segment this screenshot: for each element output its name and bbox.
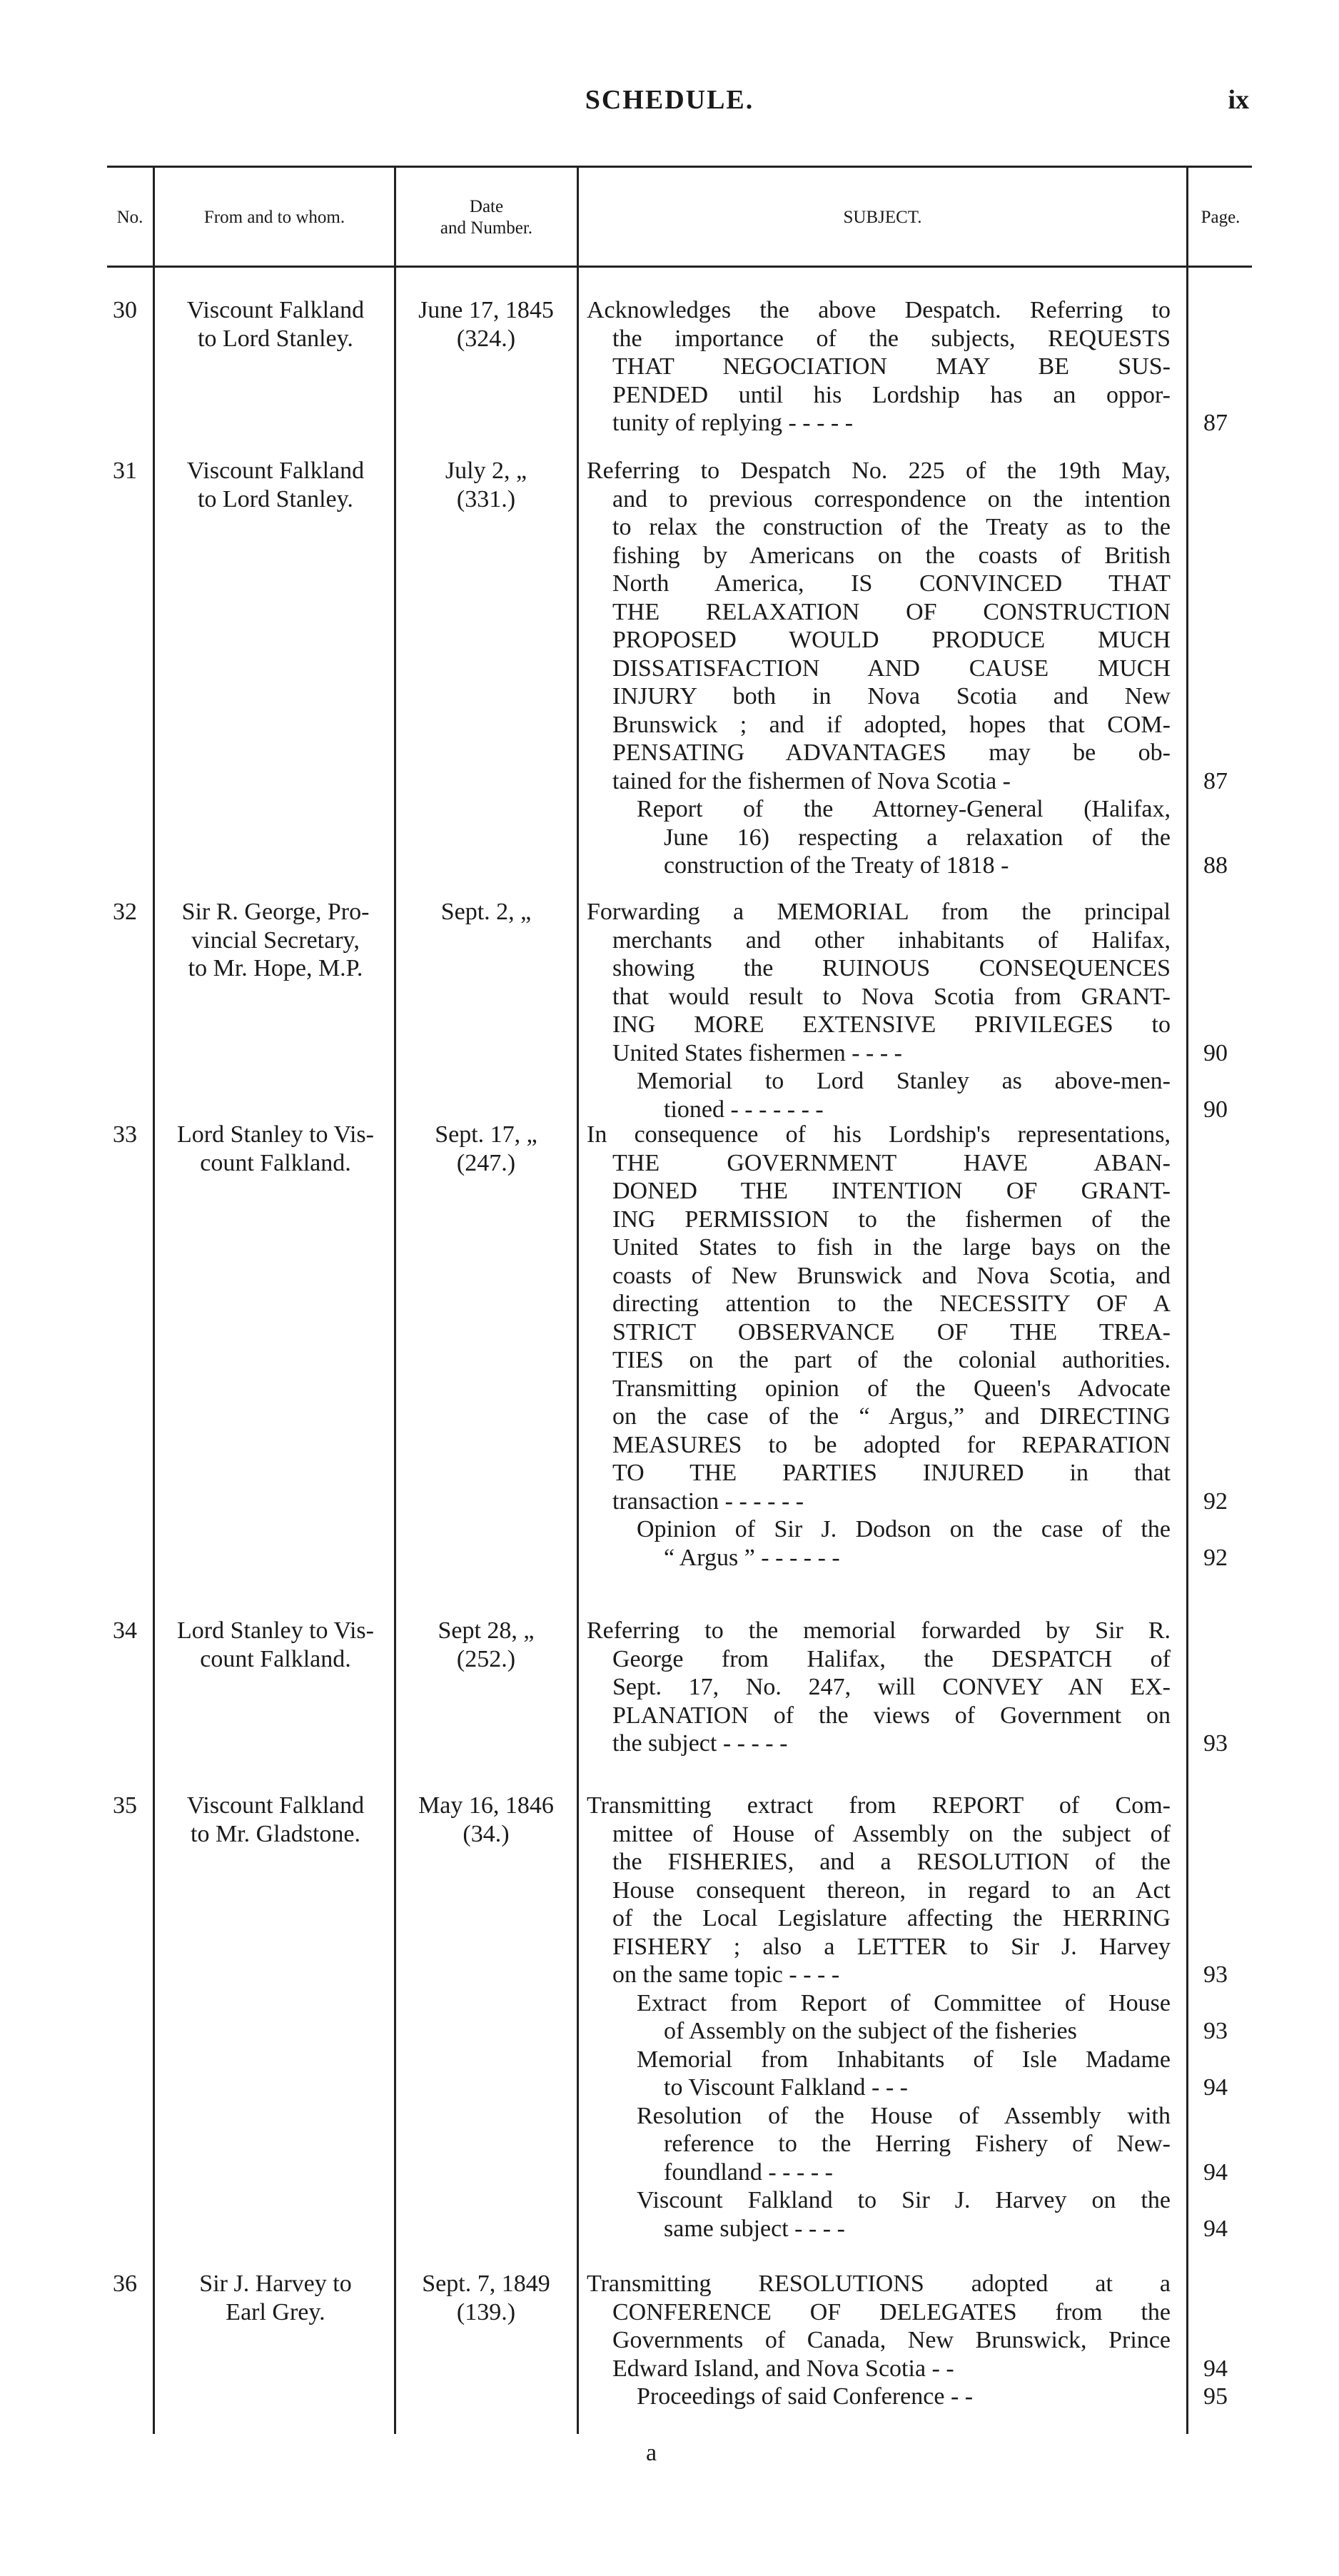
entry-from-to bbox=[158, 898, 393, 983]
subject-line: to relax the construction of the Treaty as to the bbox=[612, 514, 1171, 540]
entry-subject bbox=[587, 296, 1171, 438]
subject-line: to Viscount Falkland - - - bbox=[664, 2074, 909, 2101]
subject-line: merchants and other inhabitants of Halifax, bbox=[612, 926, 1171, 954]
entry-subject bbox=[587, 1617, 1171, 1758]
entry-from-to bbox=[158, 457, 393, 513]
column-header-from: From and to whom. bbox=[203, 208, 345, 227]
entry-number: 32 bbox=[113, 899, 137, 925]
from-line: count Falkland. bbox=[200, 1645, 351, 1672]
signature-mark: a bbox=[646, 2440, 657, 2466]
entry-pages bbox=[1191, 2270, 1241, 2411]
subject-line: “ Argus ” - - - - - - bbox=[664, 1544, 840, 1571]
page-reference bbox=[1191, 1673, 1241, 1702]
subject-line: THE GOVERNMENT HAVE ABAN- bbox=[612, 1149, 1171, 1176]
subject-line: DISSATISFACTION AND CAUSE MUCH bbox=[612, 655, 1171, 682]
page-reference bbox=[1191, 655, 1241, 683]
page-reference: 94 bbox=[1203, 2074, 1228, 2101]
subject-line: George from Halifax, the DESPATCH of bbox=[612, 1645, 1171, 1672]
page-reference bbox=[1191, 485, 1241, 514]
column-header-no: No. bbox=[116, 208, 143, 227]
page-reference bbox=[1191, 983, 1241, 1011]
page-reference bbox=[1191, 381, 1241, 410]
page-header bbox=[0, 84, 1339, 134]
entry-number: 36 bbox=[113, 2271, 137, 2297]
entry-date bbox=[397, 457, 575, 513]
subject-line: Transmitting extract from REPORT of Com- bbox=[587, 1792, 1171, 1819]
entry-from-to bbox=[158, 296, 393, 353]
page-reference: 94 bbox=[1203, 2158, 1228, 2186]
from-line: to Lord Stanley. bbox=[198, 325, 353, 352]
subject-line: DONED THE INTENTION OF GRANT- bbox=[612, 1178, 1171, 1204]
subject-line: construction of the Treaty of 1818 - bbox=[664, 852, 1009, 879]
entry-number: 34 bbox=[113, 1617, 137, 1644]
page-reference bbox=[1191, 1515, 1241, 1544]
page-reference: 87 bbox=[1203, 767, 1228, 794]
subject-line: the importance of the subjects, REQUESTS bbox=[612, 325, 1171, 352]
page-reference bbox=[1191, 1346, 1241, 1375]
entry-date bbox=[397, 2270, 575, 2326]
subject-line: Report of the Attorney-General (Halifax, bbox=[637, 796, 1171, 822]
page-reference bbox=[1191, 1011, 1241, 1039]
from-line: Viscount Falkland bbox=[186, 1792, 365, 1819]
column-divider bbox=[577, 166, 579, 2434]
entry-subject bbox=[587, 898, 1171, 1123]
from-line: Viscount Falkland bbox=[186, 297, 365, 323]
page-title: SCHEDULE. bbox=[585, 85, 754, 115]
subject-line: TO THE PARTIES INJURED in that bbox=[612, 1460, 1171, 1486]
subject-line: same subject - - - - bbox=[664, 2215, 845, 2242]
from-line: count Falkland. bbox=[200, 1149, 351, 1176]
subject-line: transaction - - - - - - bbox=[612, 1487, 804, 1515]
subject-line: Proceedings of said Conference - - bbox=[637, 2383, 974, 2410]
page-reference: 93 bbox=[1203, 2018, 1228, 2044]
entry-pages bbox=[1191, 296, 1241, 438]
page-reference bbox=[1191, 2270, 1241, 2298]
page-reference bbox=[1191, 1459, 1241, 1487]
subject-line: Opinion of Sir J. Dodson on the case of the bbox=[637, 1516, 1171, 1542]
subject-line: Referring to the memorial forwarded by Sir R. bbox=[587, 1617, 1171, 1644]
page-reference bbox=[1191, 1820, 1241, 1849]
subject-line: ING PERMISSION to the fishermen of the bbox=[612, 1206, 1171, 1233]
page-reference bbox=[1191, 926, 1241, 955]
subject-line: foundland - - - - - bbox=[664, 2158, 833, 2186]
subject-line: Memorial to Lord Stanley as above-men- bbox=[637, 1068, 1171, 1094]
entry-pages bbox=[1191, 1121, 1241, 1572]
subject-line: Forwarding a MEMORIAL from the principal bbox=[587, 899, 1171, 925]
date-line: (324.) bbox=[456, 325, 516, 352]
subject-line: on the case of the “ Argus,” and DIRECTING bbox=[612, 1403, 1171, 1430]
subject-line: the FISHERIES, and a RESOLUTION of the bbox=[612, 1849, 1171, 1875]
date-line: (331.) bbox=[456, 485, 516, 512]
from-line: Lord Stanley to Vis- bbox=[177, 1121, 374, 1148]
page-reference bbox=[1191, 1933, 1241, 1961]
page-reference bbox=[1191, 2046, 1241, 2074]
entry-from-to bbox=[158, 1792, 393, 1848]
subject-line: INJURY both in Nova Scotia and New bbox=[612, 683, 1171, 709]
column-header-subject: SUBJECT. bbox=[843, 208, 922, 227]
subject-line: PENDED until his Lordship has an oppor- bbox=[612, 381, 1171, 408]
subject-line: Viscount Falkland to Sir J. Harvey on the bbox=[637, 2187, 1171, 2213]
subject-line: showing the RUINOUS CONSEQUENCES bbox=[612, 955, 1171, 981]
subject-line: Governments of Canada, New Brunswick, Prince bbox=[612, 2327, 1171, 2353]
page-reference bbox=[1191, 2326, 1241, 2355]
date-header-line: Date bbox=[469, 197, 504, 216]
subject-line: Transmitting RESOLUTIONS adopted at a bbox=[587, 2271, 1171, 2297]
column-divider bbox=[394, 166, 396, 2434]
entry-number: 33 bbox=[113, 1121, 137, 1148]
subject-line: of the Local Legislature affecting the HERRING bbox=[612, 1905, 1171, 1931]
from-line: Earl Grey. bbox=[226, 2298, 325, 2325]
entry-pages bbox=[1191, 1792, 1241, 2243]
entry-number: 35 bbox=[113, 1792, 137, 1819]
subject-line: and to previous correspondence on the intention bbox=[612, 485, 1171, 512]
entry-subject bbox=[587, 1792, 1171, 2243]
page-reference bbox=[1191, 1233, 1241, 1262]
page-reference bbox=[1191, 795, 1241, 824]
subject-line: TIES on the part of the colonial authorities. bbox=[612, 1347, 1171, 1373]
page-number: ix bbox=[1228, 85, 1249, 115]
subject-line: ING MORE EXTENSIVE PRIVILEGES to bbox=[612, 1011, 1171, 1038]
page-reference bbox=[1191, 824, 1241, 852]
page-reference: 88 bbox=[1203, 852, 1228, 879]
page-reference bbox=[1191, 1431, 1241, 1460]
page-reference bbox=[1191, 513, 1241, 542]
entry-subject bbox=[587, 1121, 1171, 1572]
subject-line: Sept. 17, No. 247, will CONVEY AN EX- bbox=[612, 1674, 1171, 1700]
page-reference bbox=[1191, 1290, 1241, 1318]
entry-date bbox=[397, 296, 575, 353]
page-reference bbox=[1191, 325, 1241, 353]
page-reference bbox=[1191, 2102, 1241, 2131]
subject-line: PLANATION of the views of Government on bbox=[612, 1702, 1171, 1729]
page-reference: 94 bbox=[1203, 2215, 1228, 2242]
page-reference bbox=[1191, 2186, 1241, 2215]
entry-pages bbox=[1191, 457, 1241, 880]
subject-line: Resolution of the House of Assembly with bbox=[637, 2102, 1171, 2129]
page-reference bbox=[1191, 1121, 1241, 1149]
from-line: to Mr. Gladstone. bbox=[191, 1820, 360, 1847]
date-line: Sept. 2, „ bbox=[440, 899, 532, 925]
date-line: June 17, 1845 bbox=[418, 297, 554, 323]
page-reference bbox=[1191, 1262, 1241, 1290]
subject-line: United States fishermen - - - - bbox=[612, 1039, 902, 1066]
page-reference bbox=[1191, 739, 1241, 767]
subject-line: June 16) respecting a relaxation of the bbox=[664, 824, 1171, 851]
subject-line: on the same topic - - - - bbox=[612, 1961, 840, 1988]
from-line: vincial Secretary, bbox=[191, 926, 360, 954]
subject-line: Acknowledges the above Despatch. Referring to bbox=[587, 297, 1171, 323]
subject-line: directing attention to the NECESSITY OF A bbox=[612, 1290, 1171, 1317]
page-reference bbox=[1191, 1177, 1241, 1206]
subject-line: Extract from Report of Committee of House bbox=[637, 1989, 1171, 2016]
subject-line: House consequent thereon, in regard to an Act bbox=[612, 1877, 1171, 1904]
page-reference bbox=[1191, 542, 1241, 570]
subject-line: coasts of New Brunswick and Nova Scotia, and bbox=[612, 1262, 1171, 1289]
subject-line: tioned - - - - - - - bbox=[664, 1096, 824, 1123]
page-reference bbox=[1191, 626, 1241, 655]
date-line: Sept. 17, „ bbox=[435, 1121, 537, 1148]
page-reference bbox=[1191, 1792, 1241, 1820]
entry-date bbox=[397, 1617, 575, 1673]
page-reference bbox=[1191, 1617, 1241, 1645]
page-reference bbox=[1191, 1375, 1241, 1403]
page-reference bbox=[1191, 898, 1241, 926]
from-line: to Lord Stanley. bbox=[198, 485, 353, 512]
page-reference bbox=[1191, 1645, 1241, 1674]
page-reference bbox=[1191, 711, 1241, 739]
subject-line: MEASURES to be adopted for REPARATION bbox=[612, 1431, 1171, 1458]
column-divider bbox=[153, 166, 155, 2434]
subject-line: of Assembly on the subject of the fisheries bbox=[664, 2018, 1077, 2044]
subject-line: STRICT OBSERVANCE OF THE TREA- bbox=[612, 1318, 1171, 1345]
subject-line: CONFERENCE OF DELEGATES from the bbox=[612, 2298, 1171, 2325]
subject-line: Brunswick ; and if adopted, hopes that COM- bbox=[612, 711, 1171, 738]
subject-line: mittee of House of Assembly on the subject of bbox=[612, 1820, 1171, 1847]
page-reference bbox=[1191, 1206, 1241, 1234]
subject-line: FISHERY ; also a LETTER to Sir J. Harvey bbox=[612, 1933, 1171, 1960]
date-line: May 16, 1846 bbox=[418, 1792, 554, 1819]
page-reference: 94 bbox=[1203, 2355, 1228, 2382]
subject-line: the subject - - - - - bbox=[612, 1730, 788, 1757]
page-reference bbox=[1191, 1067, 1241, 1096]
subject-line: United States to fish in the large bays on the bbox=[612, 1234, 1171, 1261]
from-line: Viscount Falkland bbox=[186, 458, 365, 484]
page-reference bbox=[1191, 1877, 1241, 1905]
page-reference bbox=[1191, 598, 1241, 627]
subject-line: PENSATING ADVANTAGES may be ob- bbox=[612, 739, 1171, 766]
from-line: Sir J. Harvey to bbox=[199, 2271, 352, 2297]
entry-from-to bbox=[158, 2270, 393, 2326]
page-reference bbox=[1191, 1702, 1241, 1730]
page-reference bbox=[1191, 457, 1241, 485]
subject-line: North America, IS CONVINCED THAT bbox=[612, 570, 1171, 597]
page-reference bbox=[1191, 1848, 1241, 1877]
date-line: (34.) bbox=[463, 1820, 510, 1847]
page-reference: 93 bbox=[1203, 1730, 1228, 1757]
page-reference bbox=[1191, 1149, 1241, 1178]
page-reference: 92 bbox=[1203, 1487, 1228, 1515]
subject-line: tained for the fishermen of Nova Scotia - bbox=[612, 767, 1011, 794]
page-reference: 92 bbox=[1203, 1544, 1228, 1571]
page-reference bbox=[1191, 353, 1241, 381]
page-reference: 87 bbox=[1203, 410, 1228, 436]
page-reference bbox=[1191, 296, 1241, 325]
subject-line: In consequence of his Lordship's representations, bbox=[587, 1121, 1171, 1148]
entry-pages bbox=[1191, 898, 1241, 1123]
date-line: Sept. 7, 1849 bbox=[422, 2271, 550, 2297]
subject-line: PROPOSED WOULD PRODUCE MUCH bbox=[612, 627, 1171, 653]
page-reference bbox=[1191, 2298, 1241, 2327]
date-header-line: and Number. bbox=[440, 218, 533, 238]
page-reference: 90 bbox=[1203, 1039, 1228, 1066]
entry-subject bbox=[587, 457, 1171, 880]
page-reference: 93 bbox=[1203, 1961, 1228, 1988]
page-reference bbox=[1191, 570, 1241, 598]
subject-line: reference to the Herring Fishery of New- bbox=[664, 2131, 1171, 2157]
entry-subject bbox=[587, 2270, 1171, 2411]
page-reference bbox=[1191, 1989, 1241, 2018]
page-reference bbox=[1191, 2130, 1241, 2158]
page-reference bbox=[1191, 682, 1241, 711]
page-reference bbox=[1191, 1904, 1241, 1933]
page-reference bbox=[1191, 1318, 1241, 1347]
entry-from-to bbox=[158, 1121, 393, 1177]
page-reference bbox=[1191, 954, 1241, 983]
entry-number: 31 bbox=[113, 458, 137, 484]
subject-line: tunity of replying - - - - - bbox=[612, 410, 854, 436]
entry-date bbox=[397, 1792, 575, 1848]
entry-number: 30 bbox=[113, 297, 137, 323]
entry-date bbox=[397, 898, 575, 926]
subject-line: that would result to Nova Scotia from GRANT- bbox=[612, 983, 1171, 1010]
subject-line: Transmitting opinion of the Queen's Advocate bbox=[612, 1375, 1171, 1402]
subject-line: THE RELAXATION OF CONSTRUCTION bbox=[612, 598, 1171, 625]
date-line: July 2, „ bbox=[445, 458, 527, 484]
page-reference: 90 bbox=[1203, 1096, 1228, 1123]
column-divider bbox=[1186, 166, 1188, 2434]
entry-date bbox=[397, 1121, 575, 1177]
subject-line: fishing by Americans on the coasts of British bbox=[612, 542, 1171, 569]
from-line: Sir R. George, Pro- bbox=[181, 899, 370, 925]
subject-line: Memorial from Inhabitants of Isle Madame bbox=[637, 2046, 1171, 2073]
date-line: (247.) bbox=[456, 1149, 516, 1176]
page-reference bbox=[1191, 1403, 1241, 1431]
subject-line: THAT NEGOCIATION MAY BE SUS- bbox=[612, 353, 1171, 380]
date-line: Sept 28, „ bbox=[438, 1617, 535, 1644]
date-line: (139.) bbox=[456, 2298, 516, 2325]
from-line: to Mr. Hope, M.P. bbox=[188, 955, 363, 981]
page-reference: 95 bbox=[1203, 2383, 1228, 2410]
from-line: Lord Stanley to Vis- bbox=[177, 1617, 374, 1644]
subject-line: Edward Island, and Nova Scotia - - bbox=[612, 2355, 954, 2382]
entry-from-to bbox=[158, 1617, 393, 1673]
entry-pages bbox=[1191, 1617, 1241, 1758]
date-line: (252.) bbox=[456, 1645, 516, 1672]
column-header-page: Page. bbox=[1201, 208, 1241, 227]
subject-line: Referring to Despatch No. 225 of the 19th May, bbox=[587, 458, 1171, 484]
column-header-date bbox=[396, 168, 577, 268]
